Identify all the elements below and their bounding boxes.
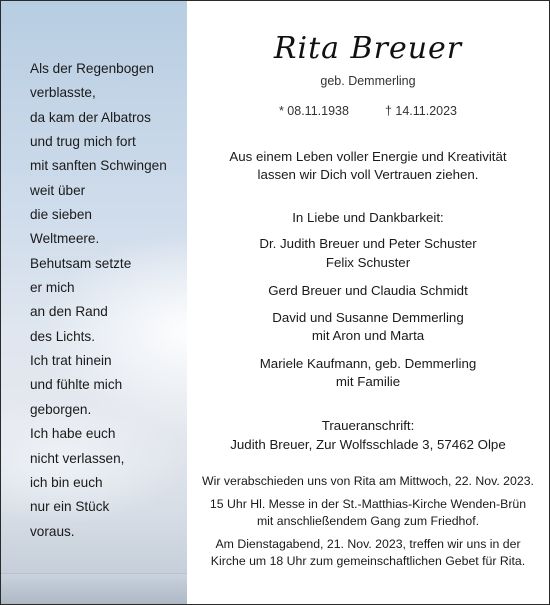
poem-line: und trug mich fort [30,134,136,150]
poem-line: nicht verlassen, [30,450,125,466]
poem-line: voraus. [30,523,75,539]
poem-line: an den Rand [30,304,108,320]
poem-line: Als der Regenbogen [30,61,154,76]
mourners-intro: In Liebe und Dankbarkeit: [292,210,444,225]
mourner-line: Gerd Breuer und Claudia Schmidt [268,283,468,298]
deceased-name: Rita Breuer [273,31,463,66]
death-date: † 14.11.2023 [384,104,458,118]
poem-line: er mich [30,280,75,296]
tribute-line: lassen wir Dich voll Vertrauen ziehen. [257,167,479,182]
poem-line: verblasste, [30,85,96,101]
poem-line: Weltmeere. [30,231,100,247]
poem-line: und fühlte mich [30,377,123,393]
tribute-line: Aus einem Leben voller Energie und Kreativität [229,149,507,164]
service-line: mit anschließendem Gang zum Friedhof. [256,514,480,528]
notice-text-column [187,1,549,604]
poem-line: Ich habe euch [30,426,116,442]
birth-date: * 08.11.1938 [278,104,349,118]
poem-line: des Lichts. [30,328,95,344]
mourner-line: Felix Schuster [325,255,411,270]
poem-line: nur ein Stück [30,499,110,515]
service-line: 15 Uhr Hl. Messe in der St.-Matthias-Kirche Wenden-Brün [209,497,527,511]
service-line: Wir verabschieden uns von Rita am Mittwoch, 22. Nov. 2023. [202,474,534,488]
service-line: Am Dienstagabend, 21. Nov. 2023, treffen wir uns in der [215,537,521,551]
mourner-line: mit Familie [335,374,401,389]
mourner-line: Mariele Kaufmann, geb. Demmerling [259,356,477,371]
poem [30,57,167,544]
address-value: Judith Breuer, Zur Wolfsschlade 3, 57462 Olpe [230,437,506,452]
poem-line: die sieben [30,207,92,223]
life-dates [187,104,549,118]
mourner-line: mit Aron und Marta [311,328,425,343]
poem-line: da kam der Albatros [30,109,151,125]
sky-image-panel [1,1,187,604]
poem-line: Behutsam setzte [30,255,132,271]
address-label: Traueranschrift: [321,418,415,433]
maiden-name: geb. Demmerling [320,74,416,88]
poem-line: ich bin euch [30,474,103,490]
poem-line: weit über [30,182,86,198]
poem-line: geborgen. [30,401,92,417]
mourner-line: Dr. Judith Breuer und Peter Schuster [259,236,477,251]
service-line: Kirche um 18 Uhr zum gemeinschaftlichen Gebet für Rita. [210,554,526,568]
sea-horizon [1,573,187,604]
poem-line: mit sanften Schwingen [30,158,167,174]
mourner-line: David und Susanne Demmerling [272,310,464,325]
poem-line: Ich trat hinein [30,353,112,369]
